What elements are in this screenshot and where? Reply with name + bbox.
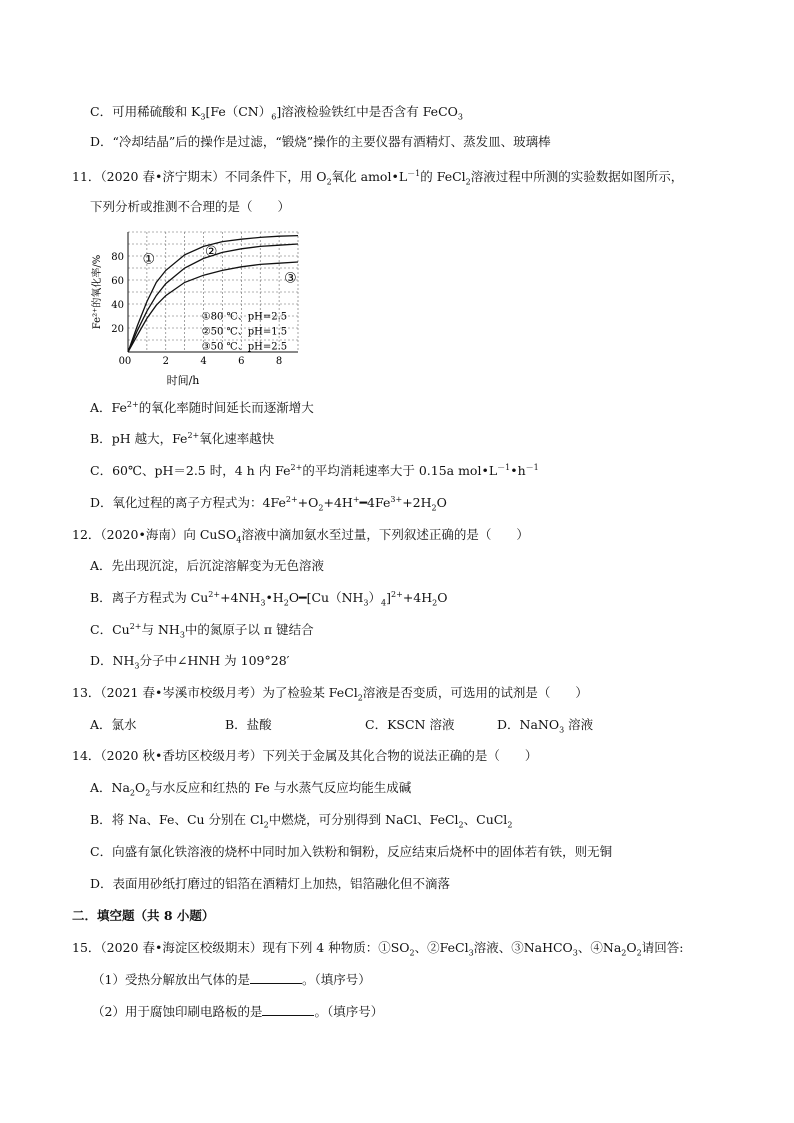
section-title: 二．填空题（共 8 小题） — [72, 908, 215, 923]
q10-option-c: C．可用稀硫酸和 $K_3[Fe(CN)_6]$溶液检验铁红中是否含有 FeCO$_3$ — [90, 104, 463, 122]
q11-stem: 11．（2020 春•济宁期末）不同条件下，用 $O_2$氧化 $amol•L^{-1}$的 FeCl$_2$溶液过程中所测的实验数据如图所示， — [72, 168, 684, 187]
q11-option-c: C．60℃、pH＝2.5 时，4 h 内 $Fe^{2+}$的平均消耗速率大于 0.15a $mol•L^{-1}•h^{-1}$ — [90, 462, 539, 478]
answer-blank[interactable] — [262, 1003, 314, 1016]
q13-option-b: B．盐酸 — [225, 717, 272, 732]
q12-option-a: A．先出现沉淀，后沉淀溶解变为无色溶液 — [90, 558, 325, 573]
y-tick-label: 80 — [111, 252, 124, 263]
x-tick-label: 6 — [238, 356, 245, 367]
oxidation-rate-chart — [90, 226, 300, 388]
x-axis-label: 时间/h — [166, 374, 200, 387]
q14-option-a: A．$Na_2O_2$与水反应和红热的 Fe 与水蒸气反应均能生成碱 — [90, 780, 412, 798]
legend-entry-3: ③50 ℃、pH=2.5 — [201, 341, 288, 353]
origin-label: 0 — [118, 356, 125, 367]
x-tick-label: 8 — [275, 356, 283, 367]
q14-option-c: C．向盛有氯化铁溶液的烧杯中同时加入铁粉和铜粉，反应结束后烧杯中的固体若有铁，则无铜 — [90, 844, 613, 859]
q11-option-a: A．$Fe^{2+}$的氧化率随时间延长而逐渐增大 — [90, 399, 314, 415]
q12-option-b: B．离子方程式为 $Cu^{2+}+4NH_3•H_2O━[Cu(NH_3)_4]^{2+}+4H_2O$ — [90, 589, 448, 608]
legend-entry-2: ②50 ℃、pH=1.5 — [201, 326, 288, 338]
q15-sub2: （2）用于腐蚀印刷电路板的是 。（填序号） — [92, 1004, 384, 1019]
q12-stem: 12．（2020•海南）向 CuSO$_4$溶液中滴加氨水至过量，下列叙述正确的是（ ） — [72, 527, 529, 545]
q13-option-c: C．KSCN 溶液 — [365, 717, 455, 732]
y-axis-label: Fe²⁺的氧化率/% — [92, 254, 103, 330]
q11-option-b: B．pH 越大，$Fe^{2+}$氧化速率越快 — [90, 430, 275, 446]
x-tick-label: 4 — [200, 356, 207, 367]
y-tick-label: 40 — [111, 300, 124, 311]
answer-blank[interactable] — [250, 971, 302, 984]
q14-option-b: B．将 Na、Fe、Cu 分别在 $Cl_2$中燃烧，可分别得到 NaCl、FeCl$_2$、CuCl$_2$ — [90, 812, 513, 830]
y-tick-label: 20 — [111, 324, 124, 335]
q13-option-d: D．NaNO$_3$ 溶液 — [497, 717, 594, 735]
q11-option-d: D．氧化过程的离子方程式为：$4Fe^{2+}+O_2+4H^+━4Fe^{3+}+2H_2O$ — [90, 494, 447, 513]
series-line-3 — [128, 262, 298, 352]
curve-marker-3: ③ — [284, 270, 297, 287]
q14-option-d: D．表面用砂纸打磨过的铝箔在酒精灯上加热，铝箔融化但不滴落 — [90, 876, 451, 891]
q15-sub1: （1）受热分解放出气体的是 。（填序号） — [92, 972, 371, 987]
q12-option-c: C．$Cu^{2+}$与 $NH_3$中的氮原子以 π 键结合 — [90, 621, 314, 640]
q13-stem: 13．（2021 春•岑溪市校级月考）为了检验某 FeCl$_2$溶液是否变质，可选用的试剂是（ ） — [72, 685, 588, 703]
y-tick-label: 60 — [111, 276, 124, 287]
q10-option-d: D．“冷却结晶”后的操作是过滤，“锻烧”操作的主要仪器有酒精灯、蒸发皿、玻璃棒 — [90, 134, 551, 149]
legend-entry-1: ①80 ℃、pH=2.5 — [201, 311, 288, 323]
q14-stem: 14．（2020 秋•香坊区校级月考）下列关于金属及其化合物的说法正确的是（ ） — [72, 748, 538, 763]
q13-option-a: A．氯水 — [90, 717, 137, 732]
q11-stem-line2: 下列分析或推测不合理的是（ ） — [90, 199, 291, 214]
curve-marker-1: ① — [142, 251, 156, 268]
x-tick-label: 0 — [124, 356, 132, 367]
q12-option-d: D．$NH_3$分子中∠HNH 为 109°28′ — [90, 653, 290, 671]
q15-stem: 15．（2020 春•海淀区校级期末）现有下列 4 种物质：$①SO_2$、②FeCl$_3$溶液、③NaHCO$_3$、$④Na_2O_2$请回答: — [72, 940, 684, 958]
curve-marker-2: ② — [204, 244, 218, 261]
x-tick-label: 2 — [162, 356, 169, 367]
